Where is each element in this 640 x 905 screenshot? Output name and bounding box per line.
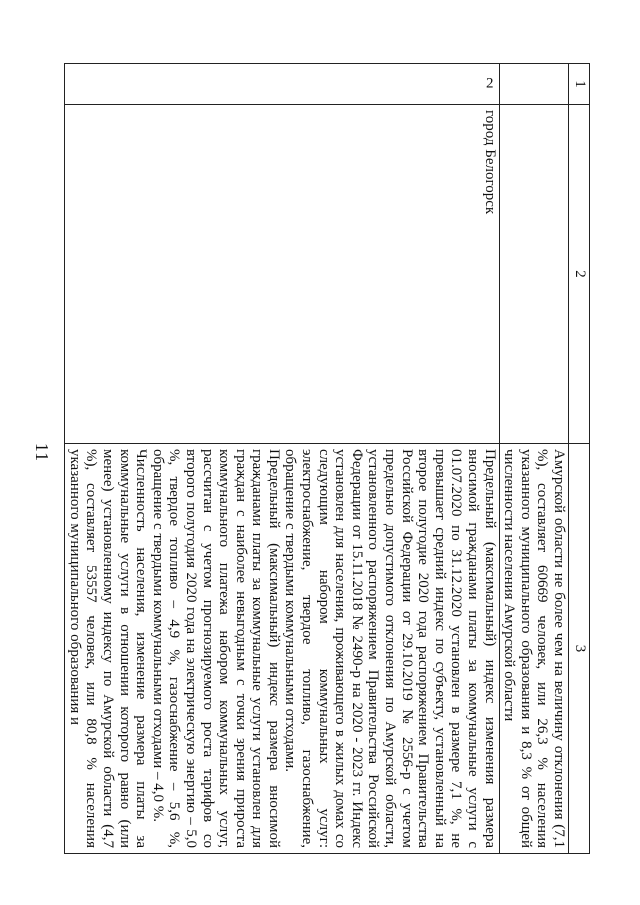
- header-col-2: 2: [569, 105, 590, 444]
- index-description-paragraph: Предельный (максимальный) индекс изменения размера вносимой гражданами платы за коммунальные услуги с 01.07.2020 по 31.12.2020 установлен в размере 7,1 %, не превышает средний индекс по субъекту, установленный на второе полугодие 2020 года распоряжением Правительства Российской Федерации от 29.10.2019 № 2556-р с учетом предельно допустимого отклонения по Амурской области, установленного распоряжением Правительства Российской Федерации от 15.11.2018 № 2490-р на 2020 - 2023 гг. Индекс установлен для населения, проживающего в жилых домах со следующим набором коммунальных услуг: электроснабжение, твердое топливо, газоснабжение, обращение с твердыми коммунальными отходами.: [282, 449, 498, 848]
- index-calculation-paragraph: Предельный (максимальный) индекс размера вносимой гражданами платы за коммунальные услуги установлен для граждан с наиболее невыгодным с точки зрения прироста коммунального платежа набором коммунальных услуг, рассчитан с учетом прогнозируемого роста тарифов со второго полугодия 2020 года на электрическую энергию – 5,0 %, твердое топливо – 4,9 %, газоснабжение – 5,6 %, обращение с твердыми коммунальными отходами – 4,0 %.: [149, 449, 282, 848]
- empty-number-cell: [499, 64, 568, 105]
- header-col-3: 3: [569, 444, 590, 854]
- continuation-cell: [499, 444, 568, 854]
- empty-municipality-cell: [499, 105, 568, 444]
- municipality-cell: [65, 105, 499, 444]
- table-row-belogorsk: [65, 64, 499, 854]
- tariff-index-table: [64, 63, 590, 854]
- municipality-name: город Белогорск: [481, 110, 498, 215]
- table-row-continuation: [499, 64, 568, 854]
- population-paragraph: Численность населения, изменение размера платы за коммунальные услуги в отношении которого равно (или менее) установленному индексу по Амурской области (4,7 %), составляет 53557 человек, или 80,8 % населения указанного муниципального образования и: [66, 449, 150, 848]
- row-number: 2: [485, 75, 494, 92]
- table-header-row: [569, 64, 590, 854]
- row-number-cell: [65, 64, 499, 105]
- header-col-1: 1: [569, 64, 590, 105]
- rotated-table-sheet: [66, 63, 590, 853]
- continuation-paragraph: Амурской области не более чем на величину отклонения (7,1 %), составляет 60669 человек, или 26,3 % населения указанного муниципального образования и 8,3 % от общей численности населения Амурской области: [501, 449, 567, 848]
- page-number: 11: [32, 442, 53, 463]
- description-cell: [65, 444, 499, 854]
